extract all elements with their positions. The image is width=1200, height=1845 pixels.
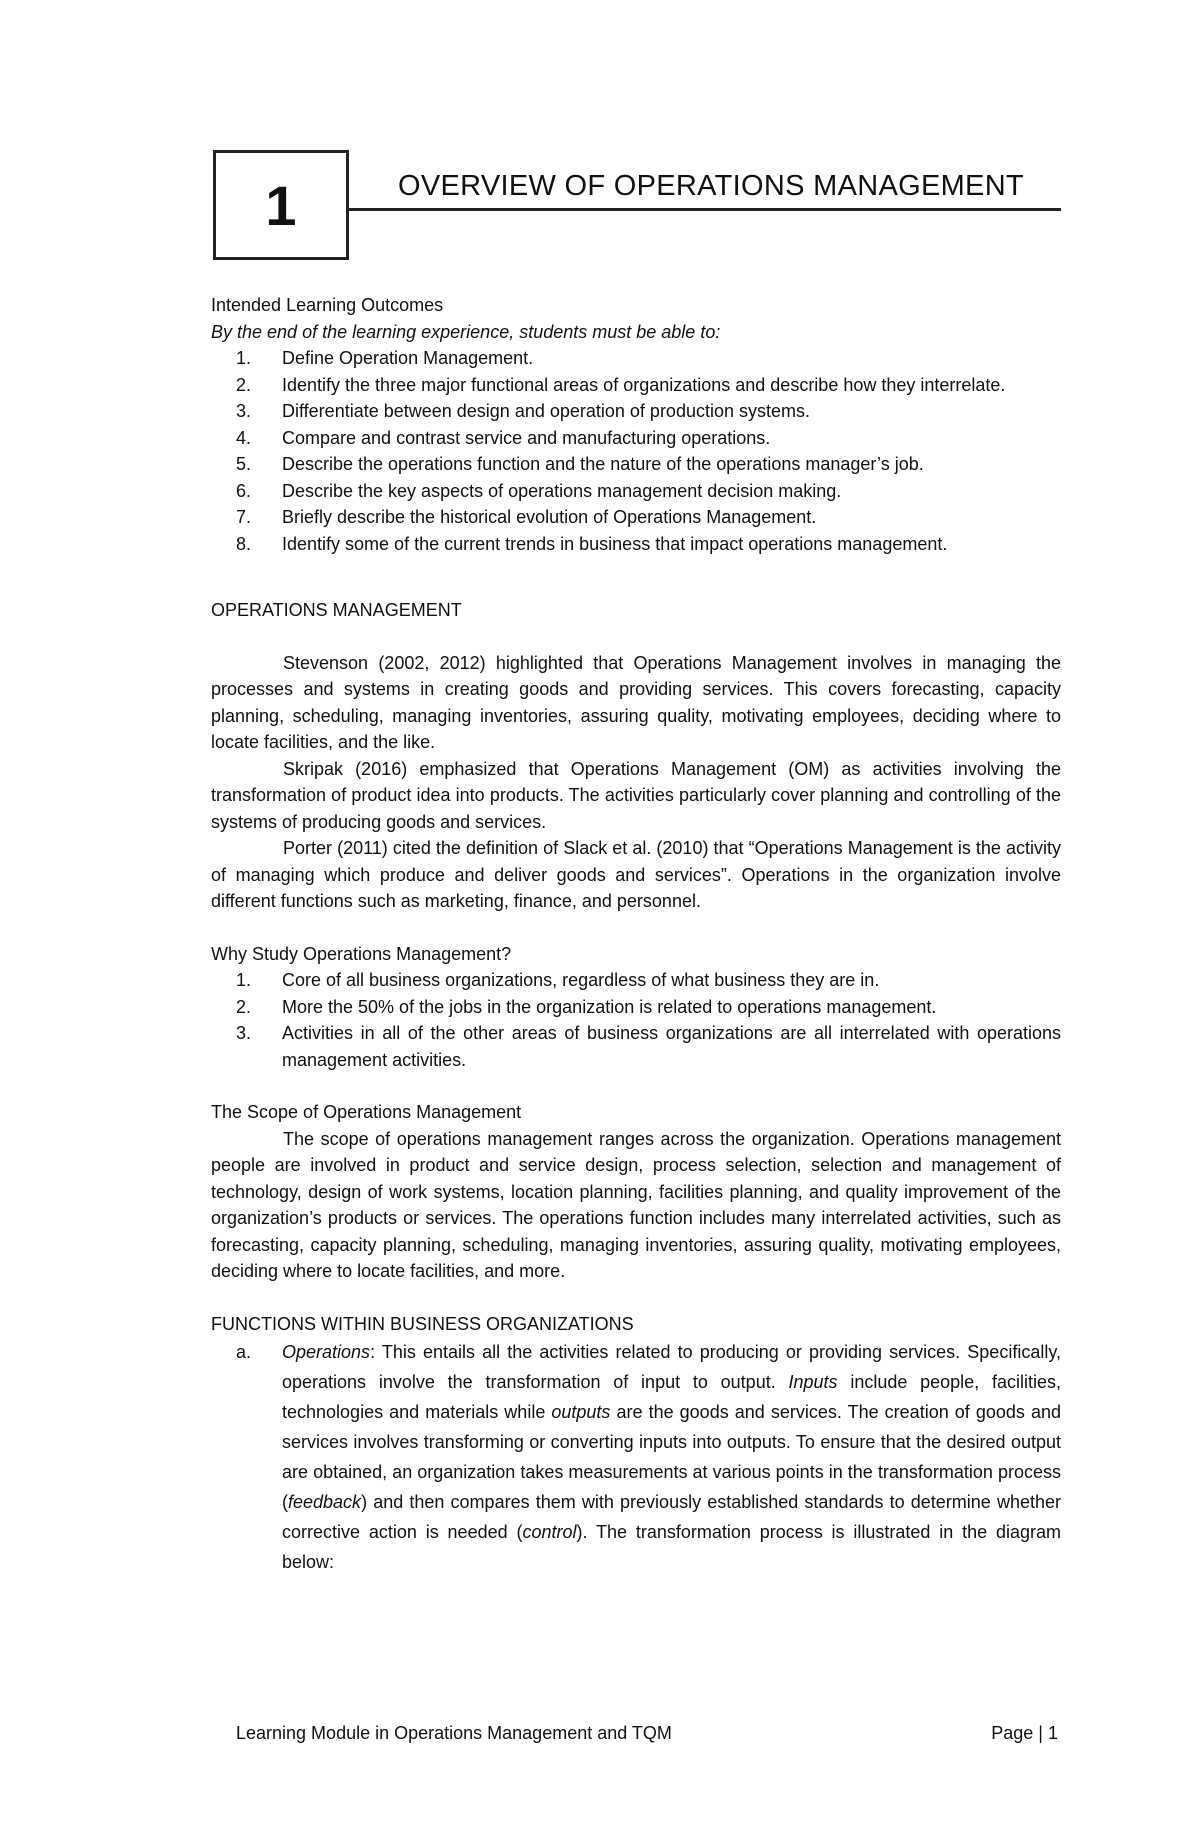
term-operations: Operations xyxy=(282,1342,371,1362)
list-item: 3. Differentiate between design and operation of production systems. xyxy=(236,401,810,421)
footer-title: Learning Module in Operations Management and TQM xyxy=(236,1723,672,1743)
list-item: 6. Describe the key aspects of operations management decision making. xyxy=(236,480,842,501)
list-item: 4. Compare and contrast service and manufacturing operations. xyxy=(236,427,771,448)
list-item: 2. Identify the three major functional areas of organizations and describe how they interrelate. xyxy=(236,374,1006,395)
term-outputs: outputs xyxy=(551,1402,611,1422)
chapter-number-box xyxy=(213,150,349,260)
scope-heading: The Scope of Operations Management xyxy=(211,1102,522,1122)
list-item: 3. Activities in all of the other areas of business organizations are all interrelated with operations management activities. xyxy=(236,1023,1061,1070)
list-item: 1. Core of all business organizations, regardless of what business they are in. xyxy=(236,970,880,990)
ilo-intro: By the end of the learning experience, students must be able to: xyxy=(211,321,721,342)
om-paragraph: Skripak (2016) emphasized that Operations Management (OM) as activities involving the transformation of product idea into products. The activities particularly cover planning and controlling of the systems of producing goods and services. xyxy=(211,758,1061,832)
ilo-list xyxy=(211,345,1061,557)
term-inputs: Inputs xyxy=(788,1372,838,1392)
list-item: 5. Describe the operations function and the nature of the operations manager’s job. xyxy=(236,454,924,474)
list-item: a. Operations: This entails all the activities related to producing or providing services. Specifically, operations involve the transformation of input to output. Inputs include people, facilities, technologies and materials while outputs are the goods and services. The creation of goods and services involves transforming or converting inputs into outputs. To ensure that the desired output are obtained, an organization takes measurements at various points in the transformation process (feedback) and then compares them with previously established standards to determine whether corrective action is needed (control). The transformation process is illustrated in the diagram below: xyxy=(236,1342,1061,1572)
om-heading: OPERATIONS MANAGEMENT xyxy=(211,600,462,620)
ilo-heading: Intended Learning Outcomes xyxy=(211,295,444,315)
why-heading: Why Study Operations Management? xyxy=(211,943,512,964)
page-footer xyxy=(236,1723,1058,1744)
functions-heading: FUNCTIONS WITHIN BUSINESS ORGANIZATIONS xyxy=(211,1313,634,1334)
page-number: Page | 1 xyxy=(991,1723,1058,1743)
list-item: 2. More the 50% of the jobs in the organization is related to operations management. xyxy=(236,996,937,1017)
functions-list xyxy=(211,1337,1061,1577)
term-control: control xyxy=(522,1522,577,1542)
scope-paragraph: The scope of operations management ranges across the organization. Operations management people are involved in product and service design, process selection, selection and management of technology, design of work systems, location planning, facilities planning, and quality improvement of the organization’s products or services. The operations function includes many interrelated activities, such as forecasting, capacity planning, scheduling, managing inventories, assuring quality, motivating employees, deciding where to locate facilities, and more. xyxy=(211,1128,1061,1281)
om-paragraph: Porter (2011) cited the definition of Slack et al. (2010) that “Operations Management is the activity of managing which produce and deliver goods and services”. Operations in the organization involve different functions such as marketing, finance, and personnel. xyxy=(211,838,1061,911)
chapter-number: 1 xyxy=(265,173,297,237)
chapter-title: OVERVIEW OF OPERATIONS MANAGEMENT xyxy=(398,170,1024,202)
term-feedback: feedback xyxy=(288,1492,362,1512)
title-underline xyxy=(349,208,1061,211)
list-item: 7. Briefly describe the historical evolution of Operations Management. xyxy=(236,507,817,527)
list-item: 8. Identify some of the current trends in business that impact operations management. xyxy=(236,533,948,554)
list-item: 1. Define Operation Management. xyxy=(236,348,534,368)
om-paragraph: Stevenson (2002, 2012) highlighted that Operations Management involves in managing the processes and systems in creating goods and providing services. This covers forecasting, capacity planning, scheduling, managing inventories, assuring quality, motivating employees, deciding where to locate facilities, and the like. xyxy=(211,652,1061,752)
why-list xyxy=(211,967,1061,1073)
page-content xyxy=(211,292,1061,1577)
